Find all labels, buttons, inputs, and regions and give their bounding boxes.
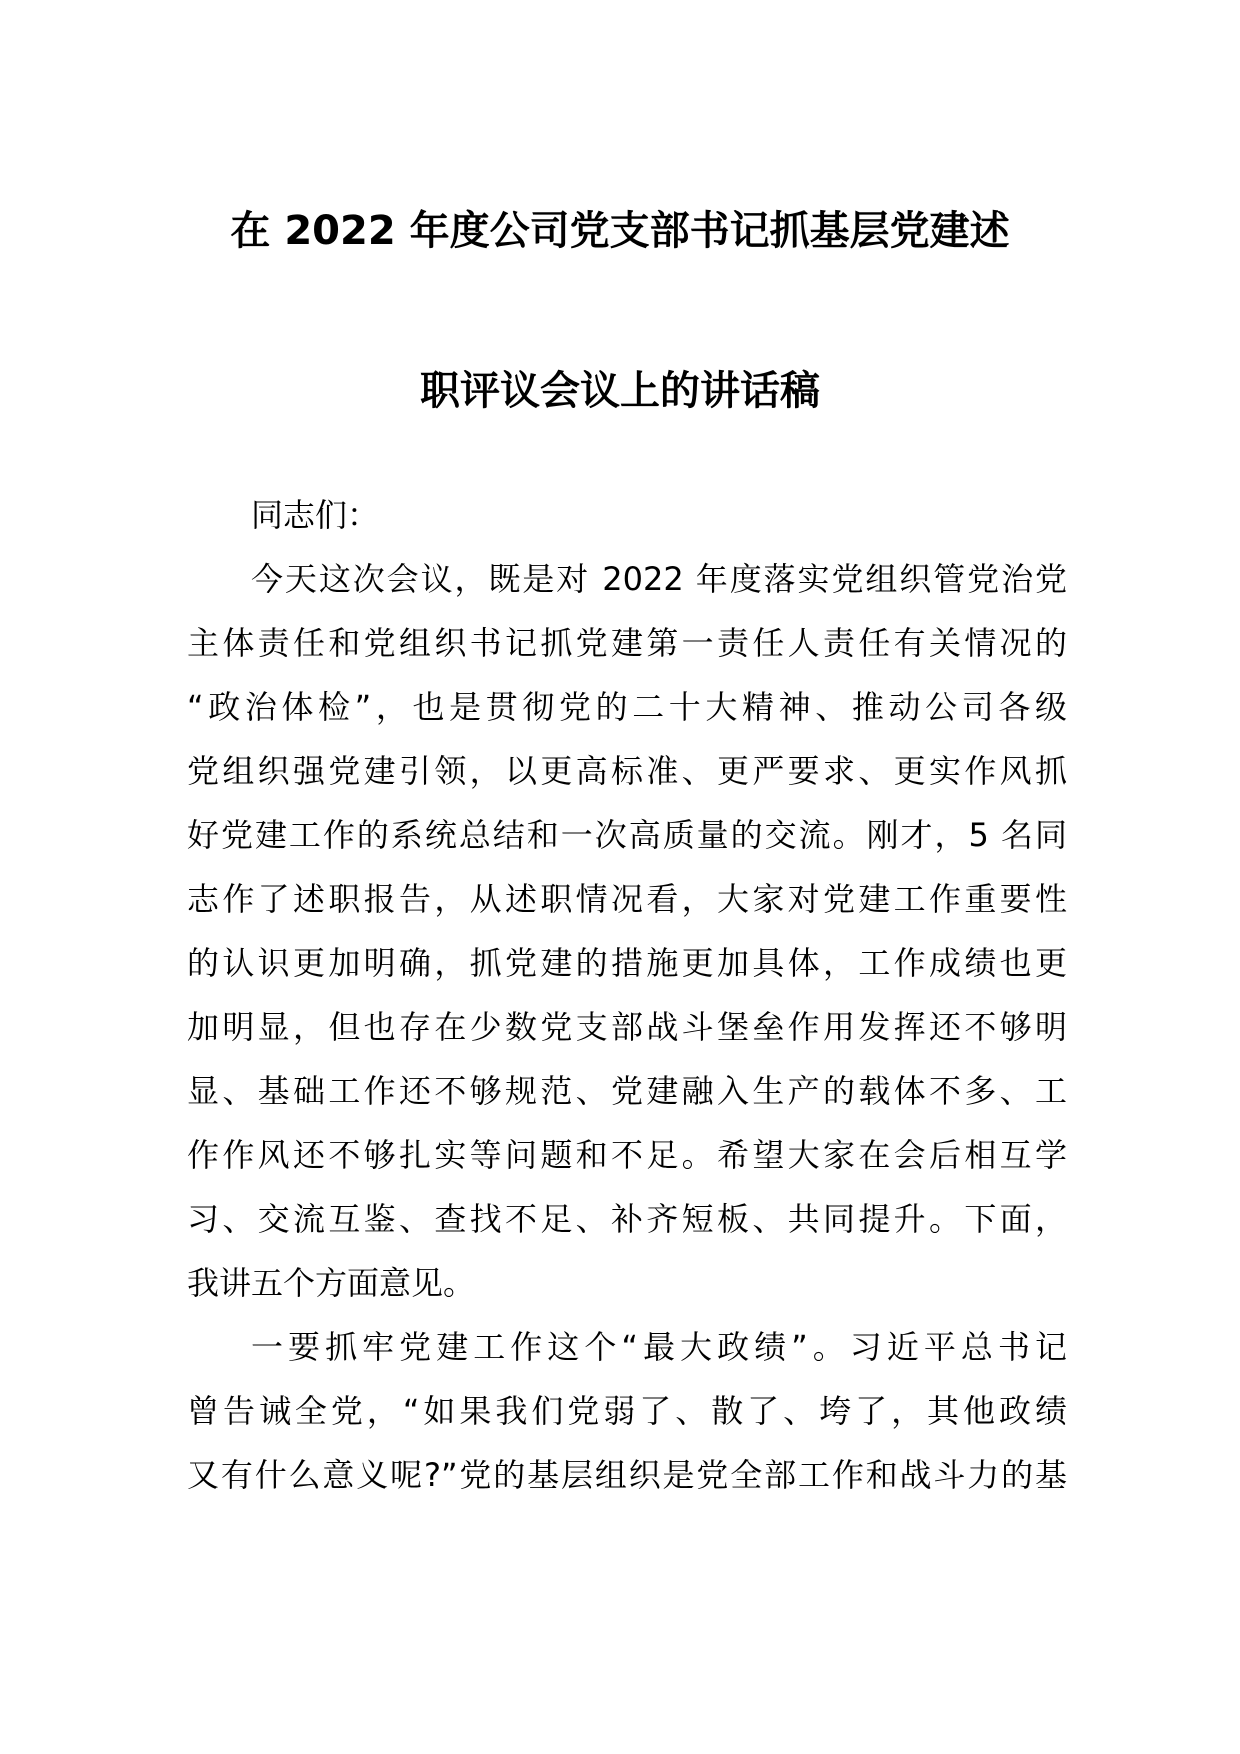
document-body [187,483,1067,1507]
paragraph-line: “政治体检”，也是贯彻党的二十大精神、推动公司各级 [187,688,1067,726]
paragraph-line: 党组织强党建引领，以更高标准、更严要求、更实作风抓 [187,752,1067,790]
paragraph-line: 作作风还不够扎实等问题和不足。希望大家在会后相互学 [187,1136,1067,1174]
paragraph-line: 我讲五个方面意见。 [187,1264,476,1302]
paragraph-1 [187,547,1067,1315]
paragraph-line: 今天这次会议，既是对 2022 年度落实党组织管党治党 [251,560,1067,598]
paragraph-line: 习、交流互鉴、查找不足、补齐短板、共同提升。下面， [187,1200,1067,1238]
document-title-line-2: 职评议会议上的讲话稿 [420,368,820,414]
paragraph-2 [187,1315,1067,1507]
greeting: 同志们： [251,496,380,534]
paragraph-line: 曾告诫全党，“如果我们党弱了、散了、垮了，其他政绩 [187,1392,1067,1430]
paragraph-line: 一要抓牢党建工作这个“最大政绩”。习近平总书记 [251,1328,1067,1366]
paragraph-line: 加明显，但也存在少数党支部战斗堡垒作用发挥还不够明 [187,1008,1067,1046]
paragraph-line: 好党建工作的系统总结和一次高质量的交流。刚才，5 名同 [187,816,1067,854]
paragraph-line: 的认识更加明确，抓党建的措施更加具体，工作成绩也更 [187,944,1067,982]
paragraph-line: 又有什么意义呢?”党的基层组织是党全部工作和战斗力的基 [187,1456,1067,1494]
paragraph-line: 主体责任和党组织书记抓党建第一责任人责任有关情况的 [187,624,1067,662]
paragraph-line: 志作了述职报告，从述职情况看，大家对党建工作重要性 [187,880,1067,918]
paragraph-line: 显、基础工作还不够规范、党建融入生产的载体不多、工 [187,1072,1067,1110]
document-title-line-1: 在 2022 年度公司党支部书记抓基层党建述 [230,208,1010,254]
